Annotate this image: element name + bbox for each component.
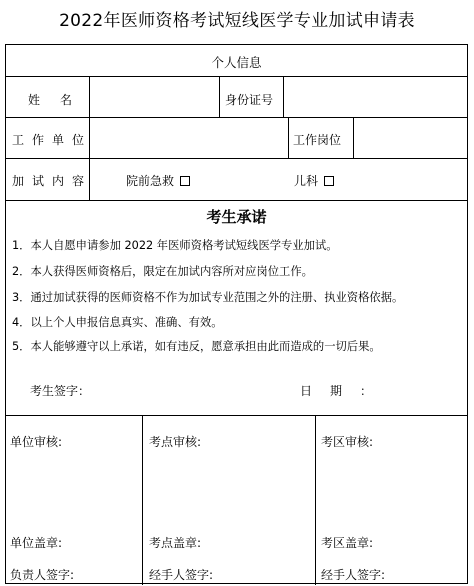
pledge-heading: 考生承诺	[206, 208, 267, 226]
district-seal-label: 考区盖章:	[321, 536, 374, 550]
option-pediatrics-label: 儿科	[294, 174, 319, 188]
option-emergency-label: 院前急救	[126, 174, 175, 188]
date-label: 日期：	[300, 384, 391, 398]
position-field[interactable]	[354, 118, 467, 157]
pledge-item: 5．本人能够遵守以上承诺，如有违反，愿意承担由此而造成的一切后果。	[12, 340, 381, 353]
option-pediatrics[interactable]	[294, 174, 334, 188]
pledge-item: 1．本人自愿申请参加 2022 年医师资格考试短线医学专业加试。	[12, 239, 338, 252]
personal-info-header: 个人信息	[211, 55, 262, 70]
divider	[6, 200, 467, 201]
option-emergency[interactable]	[126, 174, 190, 188]
pledge-item: 2．本人获得医师资格后，限定在加试内容所对应岗位工作。	[12, 265, 313, 278]
id-number-field[interactable]	[284, 77, 467, 116]
date-field[interactable]	[366, 379, 461, 401]
divider	[315, 415, 316, 585]
responsible-signature-label: 负责人签字:	[10, 568, 75, 582]
divider	[288, 117, 289, 158]
candidate-signature-label: 考生签字：	[30, 384, 91, 398]
site-review-label: 考点审核:	[149, 435, 202, 449]
form-title: 2022年医师资格考试短线医学专业加试申请表	[59, 11, 415, 31]
divider	[142, 415, 143, 585]
pledge-item: 4．以上个人申报信息真实、准确、有效。	[12, 316, 223, 329]
workplace-label: 工作单位	[12, 133, 93, 147]
district-review-label: 考区审核:	[321, 435, 374, 449]
position-label: 工作岗位	[293, 133, 342, 147]
divider	[219, 76, 220, 117]
workplace-field[interactable]	[90, 118, 287, 157]
candidate-signature-field[interactable]	[96, 379, 276, 401]
divider	[6, 415, 467, 416]
divider	[6, 158, 467, 159]
emergency-checkbox[interactable]	[180, 176, 190, 186]
district-handler-signature-label: 经手人签字:	[321, 568, 386, 582]
pediatrics-checkbox[interactable]	[324, 176, 334, 186]
unit-seal-label: 单位盖章:	[10, 536, 63, 550]
name-label: 姓名	[28, 93, 93, 107]
site-seal-label: 考点盖章:	[149, 536, 202, 550]
site-handler-signature-label: 经手人签字:	[149, 568, 214, 582]
pledge-item: 3．通过加试获得的医师资格不作为加试专业范围之外的注册、执业资格依据。	[12, 291, 404, 304]
name-field[interactable]	[90, 77, 218, 116]
id-number-label: 身份证号	[225, 93, 274, 107]
application-form	[5, 44, 468, 584]
exam-content-label: 加试内容	[12, 174, 93, 188]
unit-review-label: 单位审核:	[10, 435, 63, 449]
divider	[89, 158, 90, 200]
